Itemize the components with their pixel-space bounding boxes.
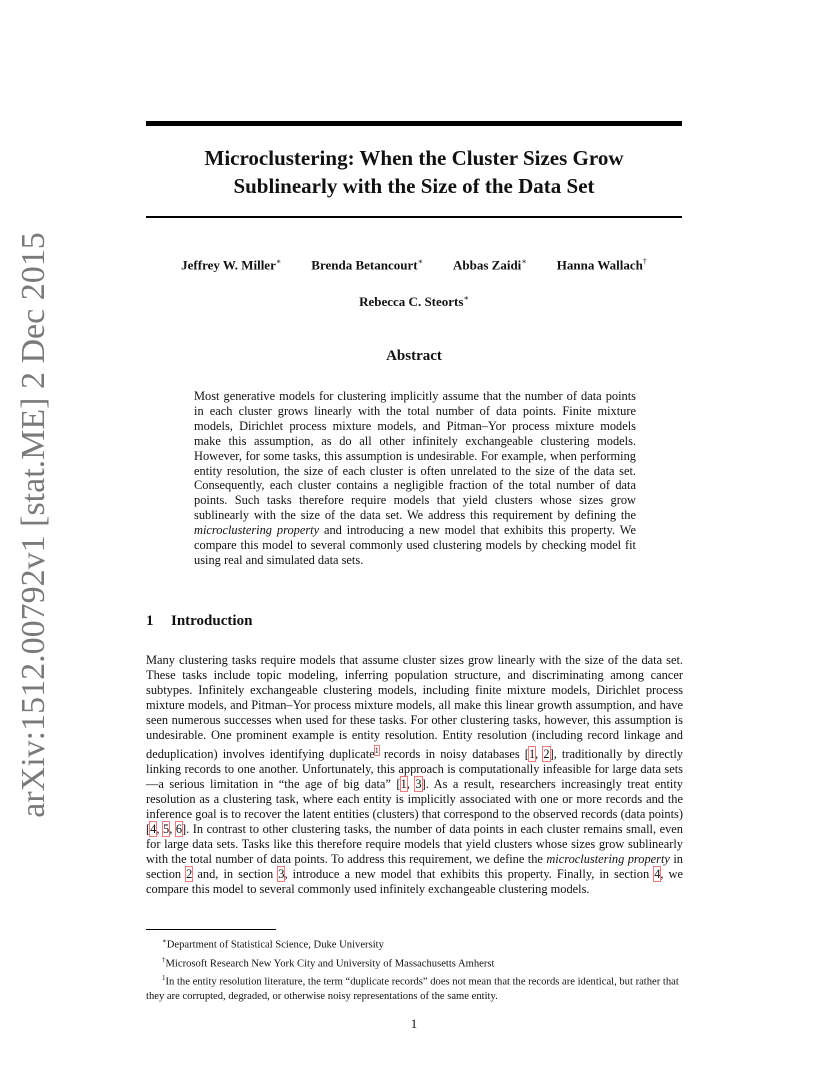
abstract-heading: Abstract	[386, 348, 442, 364]
author-list	[146, 257, 682, 273]
title-top-rule	[146, 121, 682, 126]
author-second-line	[146, 294, 682, 310]
footnotes	[146, 934, 683, 1004]
citation-link[interactable]: 4	[150, 822, 157, 837]
author: Rebecca C. Steorts∗	[359, 294, 469, 310]
section-link[interactable]: 4	[654, 867, 661, 882]
arxiv-identifier: arXiv:1512.00792v1 [stat.ME] 2 Dec 2015	[15, 232, 52, 818]
section-link[interactable]: 3	[278, 867, 285, 882]
title-line-2: Sublinearly with the Size of the Data Set	[233, 174, 595, 198]
section-number: 1	[146, 613, 154, 629]
section-title: Introduction	[171, 613, 253, 629]
citation-link[interactable]: 2	[543, 747, 550, 762]
author: Abbas Zaidi∗	[453, 257, 527, 273]
citation-link[interactable]: 5	[162, 822, 170, 837]
page-number: 1	[410, 1016, 418, 1031]
footnote: ∗Department of Statistical Science, Duke University	[162, 937, 384, 951]
section-link[interactable]: 2	[186, 867, 193, 882]
author: Hanna Wallach†	[556, 257, 647, 273]
title-line-1: Microclustering: When the Cluster Sizes Grow	[204, 146, 624, 170]
title-bottom-rule	[146, 216, 682, 218]
citation-link[interactable]: 3	[415, 777, 422, 792]
abstract-text: Most generative models for clustering implicitly assume that the number of data points in each cluster grows linearly with the total number of data points. Finite mixture models, Dirichlet process mixture models, and Pitman–Yor process mixture models make this assumption, as do all other infinitely exchangeable clustering models. However, for some tasks, this assumption is undesirable. For example, when performing entity resolution, the size of each cluster is often unrelated to the size of the data set. Consequently, each cluster contains a negligible fraction of the total number of data points. Such tasks therefore require models that yield clusters whose sizes grow sublinearly with the size of the data set. We address this requirement by defining the microclustering property and introducing a new model that exhibits this property. We compare this model to several commonly used clustering models by checking model fit using real and simulated data sets.	[194, 389, 636, 567]
introduction-paragraph: Many clustering tasks require models that assume cluster sizes grow linearly with the size of the data set. These tasks include topic modeling, inferring population structure, and discriminating among cancer subtypes. Infinitely exchangeable clustering models, including finite mixture models, Dirichlet process mixture models, and Pitman–Yor process mixture models, all make this linear growth assumption, and have seen numerous successes when used for these tasks. For other clustering tasks, however, this assumption is undesirable. One prominent example is entity resolution. Entity resolution (including record linkage and deduplication) involves identifying duplicate$^1$ records in noisy databases [1, 2], traditionally by directly linking records to one another. Unfortunately, this approach is computationally infeasible for large data sets—a serious limitation in “the age of big data” [1, 3]. As a result, researchers increasingly treat entity resolution as a clustering task, where each entity is implicitly associated with one or more records and the inference goal is to recover the latent entities (clusters) that correspond to the observed records (data points) [4, 5, 6]. In contrast to other clustering tasks, the number of data points in each cluster remains small, even for large data sets. Tasks like this therefore require models that yield clusters whose sizes grow sublinearly with the total number of data points. To address this requirement, we define the microclustering property in section 2 and, in section 3, introduce a new model that exhibits this property. Finally, in section 4, we compare this model to several commonly used infinitely exchangeable clustering models.	[146, 653, 684, 897]
author: Brenda Betancourt∗	[311, 257, 424, 273]
citation-link[interactable]: 1	[528, 747, 536, 762]
footnote-link[interactable]: 1	[374, 746, 379, 755]
section-heading-introduction	[146, 613, 682, 630]
citation-link[interactable]: 1	[400, 777, 407, 792]
paper-title	[146, 144, 682, 200]
footnote: $^1$In the entity resolution literature, the term “duplicate records” does not mean that the records are identical, but rather that they are corrupted, degraded, or otherwise noisy representations of the same entity.	[146, 974, 679, 1002]
author: Jeffrey W. Miller∗	[181, 257, 282, 273]
citation-link[interactable]: 6	[175, 822, 183, 837]
arxiv-stamp	[14, 232, 54, 818]
footnote: †Microsoft Research New York City and University of Massachusetts Amherst	[162, 955, 495, 970]
footnote-rule	[146, 929, 276, 930]
